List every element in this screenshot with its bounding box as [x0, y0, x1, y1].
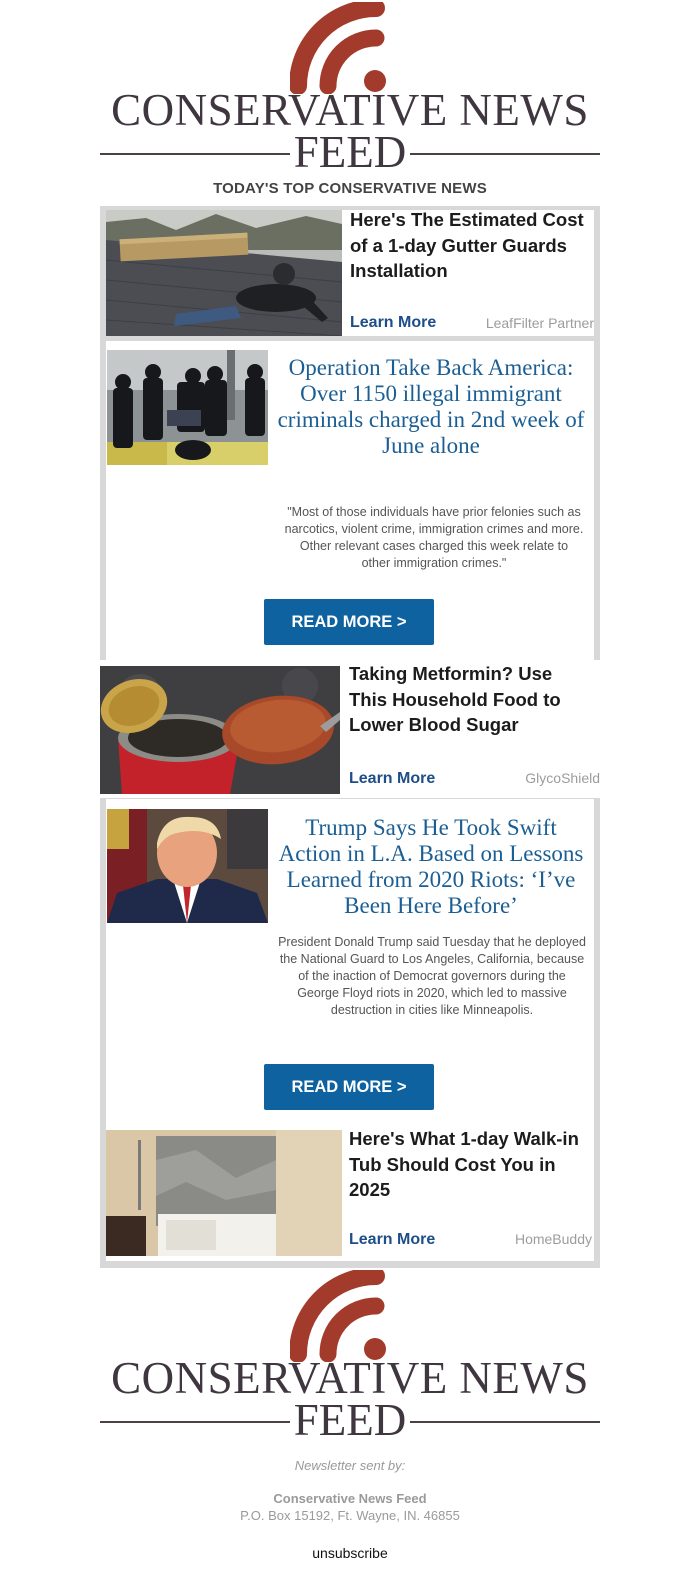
ad-card-gutter[interactable] [106, 210, 594, 336]
tagline: TODAY'S TOP CONSERVATIVE NEWS [213, 180, 487, 197]
read-more-button[interactable]: READ MORE > [264, 1064, 434, 1110]
soda-can-spice-photo-icon[interactable] [100, 666, 340, 794]
logo-title: CONSERVATIVE NEWS [111, 1353, 589, 1403]
logo-rule-right [410, 153, 600, 155]
ad-card-walk-in-tub[interactable] [106, 1130, 594, 1256]
riot-police-photo-icon[interactable] [107, 350, 268, 465]
story-summary: President Donald Trump said Tuesday that he deployed the National Guard to Los Angeles, California, because of the inaction of Democrat governors during the George Floyd riots in 2020, which led to massive destruction in cities like Minneapolis. [278, 935, 586, 1017]
story-card-operation [106, 341, 594, 660]
sponsor-label: HomeBuddy [514, 1231, 592, 1247]
sender-address: P.O. Box 15192, Ft. Wayne, IN. 46855 [240, 1508, 460, 1523]
footer-logo[interactable] [100, 1270, 600, 1445]
sponsor-label: GlycoShield [525, 770, 600, 786]
walk-in-tub-photo-icon[interactable] [106, 1130, 342, 1256]
signal-waves-icon [290, 2, 400, 94]
story-headline[interactable]: Trump Says He Took Swift Action in L.A. Based on Lessons Learned from 2020 Riots: ‘I’ve Been Here Before’ [278, 815, 584, 918]
logo-rule-right [410, 1421, 600, 1423]
ad-title[interactable]: Taking Metformin? Use This Household Food to Lower Blood Sugar [349, 663, 561, 735]
logo-subtitle: FEED [293, 1395, 407, 1445]
learn-more-link[interactable]: Learn More [350, 314, 437, 331]
ad-title[interactable]: Here's What 1-day Walk-in Tub Should Cost You in 2025 [349, 1128, 579, 1200]
story-headline[interactable]: Operation Take Back America: Over 1150 illegal immigrant criminals charged in 2nd week of June alone [277, 355, 585, 458]
newsletter-sent-by: Newsletter sent by: [294, 1458, 406, 1473]
logo-title: CONSERVATIVE NEWS [111, 85, 589, 135]
sponsor-label: LeafFilter Partner [485, 315, 594, 331]
sender-name: Conservative News Feed [273, 1491, 427, 1506]
ad-card-metformin[interactable] [100, 660, 600, 798]
logo-subtitle: FEED [293, 127, 407, 177]
roof-worker-photo-icon[interactable] [106, 210, 342, 336]
ad-title[interactable]: Here's The Estimated Cost of a 1-day Gutter Guards Installation [350, 209, 584, 281]
unsubscribe-link[interactable]: unsubscribe [312, 1545, 388, 1561]
read-more-button[interactable]: READ MORE > [264, 599, 434, 645]
learn-more-link[interactable]: Learn More [349, 1231, 436, 1248]
header-logo[interactable] [100, 2, 600, 177]
story-card-trump [106, 799, 594, 1261]
signal-waves-icon [290, 1270, 400, 1362]
trump-portrait-photo-icon[interactable] [107, 809, 268, 923]
learn-more-link[interactable]: Learn More [349, 770, 436, 787]
story-summary: "Most of those individuals have prior felonies such as narcotics, violent crime, immigration crimes and more. Other relevant cases charged this week relate to other immigration crimes." [284, 505, 584, 570]
